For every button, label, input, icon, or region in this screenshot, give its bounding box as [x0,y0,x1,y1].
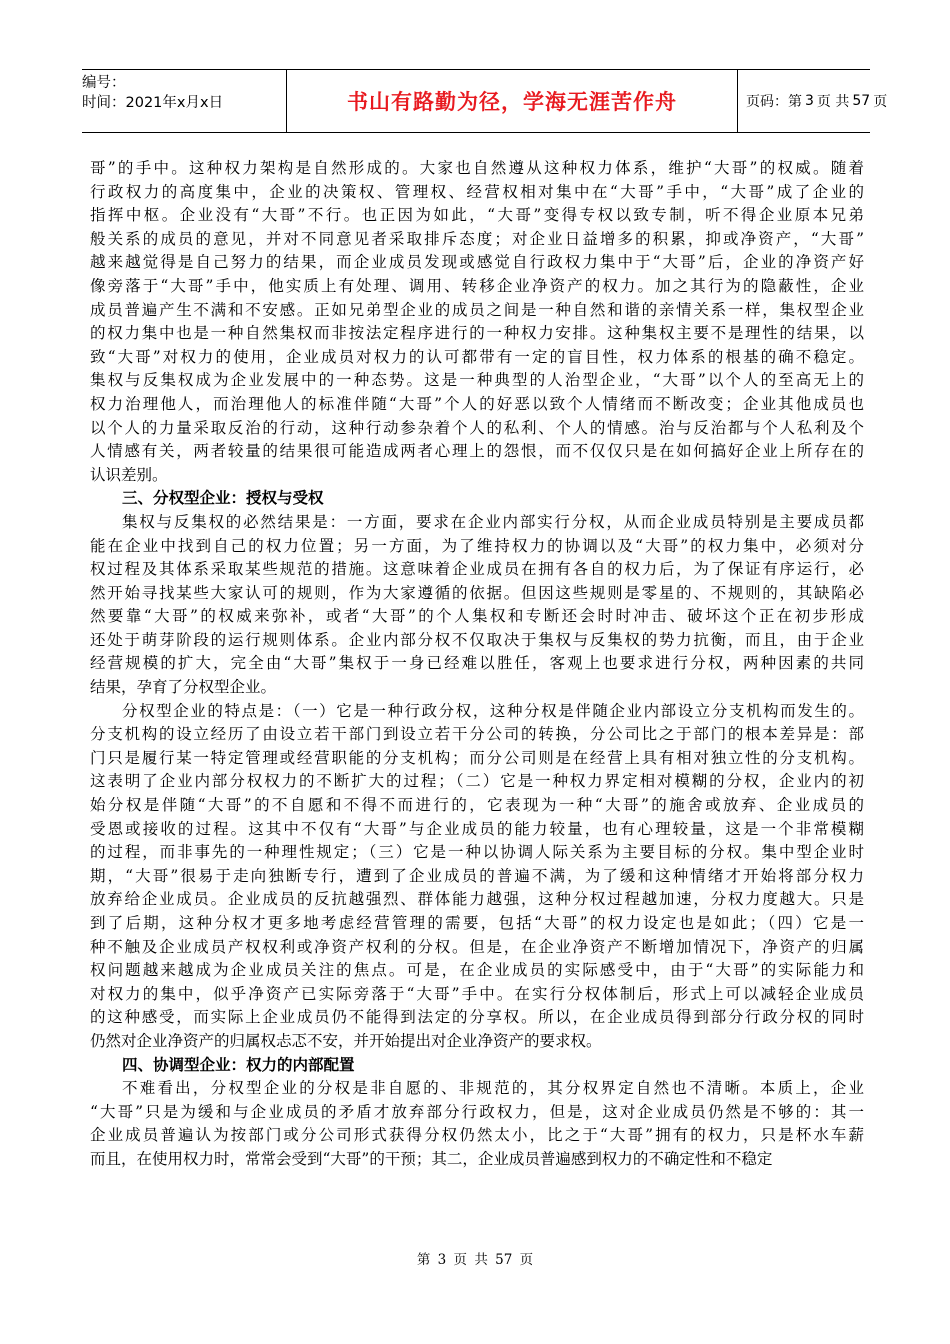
text-line: 权力治理他人，而治理他人的标准伴随“大哥”个人的好恶以致个人情绪而不断改变；企业其他成员也 [90,394,864,413]
text-line: 人情感有关，两者较量的结果很可能造成两者心理上的怨恨，而不仅仅只是在如何搞好企业上所存在的 [90,442,864,461]
text-line: 以个人的力量采取反治的行动，这种行动参杂着个人的私利、个人的情感。治与反治都与个人私利及个 [90,418,864,437]
text-line: 越来越觉得是自己努力的结果，而企业成员发现或感觉自行政权力集中于“大哥”后，企业的净资产好 [90,253,864,272]
text-line: 仍然对企业净资产的归属权忐忑不安，并开始提出对企业净资产的要求权。 [90,1031,602,1050]
text-line: 企业成员普遍认为按部门或分公司形式获得分权仍然太小，比之于“大哥”拥有的权力，只是杯水车薪 [90,1126,864,1145]
text-line: 到了后期，这种分权才更多地考虑经营管理的需要，包括“大哥”的权力设定也是如此；（四）它是一 [90,914,864,932]
text-line: 成员普遍产生不满和不安感。正如兄弟型企业的成员之间是一种自然和谐的亲情关系一样，集权型企业 [90,300,864,319]
text-line: 受恩或接收的过程。这其中不仅有“大哥”与企业成员的能力较量，也有心理较量，这是一个非常模糊 [90,819,864,838]
text-line: 能在企业中找到自己的权力位置；另一方面，为了维持权力的协调以及“大哥”的权力集中，必须对分 [90,536,864,555]
document-date: 时间：2021年x月x日 [82,95,224,111]
header-meta [82,70,286,135]
text-line: 认识差别。 [90,465,168,484]
text-line: 经营规模的扩大，完全由“大哥”集权于一身已经难以胜任，客观上也要求进行分权，两种因素的共同 [90,654,864,673]
header-motto-cell [286,70,738,132]
page-mid-label: 页 共 [816,94,850,110]
page-total: 57 [852,93,871,109]
text-line: 门只是履行某一特定管理或经营职能的分支机构；而分公司则是在经营上具有相对独立性的分支机构。 [90,748,864,767]
text-line: 指挥中枢。企业没有“大哥”不行。也正因为如此，“大哥”变得专权以致专制，听不得企业原本兄弟 [90,206,864,225]
text-line: 行政权力的高度集中，企业的决策权、管理权、经营权相对集中在“大哥”手中，“大哥”成了企业的 [90,182,864,201]
page-current: 3 [805,93,814,109]
text-line: 始分权是伴随“大哥”的不自愿和不得不而进行的，它表现为一种“大哥”的施舍或放弃、企业成员的 [90,796,864,815]
text-line: 对权力的集中，似乎净资产已实际旁落于“大哥”手中。在实行分权体制后，形式上可以减轻企业成员 [90,984,864,1003]
text-line: 致“大哥”对权力的使用，企业成员对权力的认可都带有一定的盲目性，权力体系的根基的确不稳定。 [90,347,864,366]
text-line: 集权与反集权的必然结果是：一方面，要求在企业内部实行分权，从而企业成员特别是主要成员都 [122,512,864,531]
document-body [90,157,864,1172]
text-line: 般关系的成员的意见，并对不同意见者采取排斥态度；对企业日益增多的积累，抑或净资产，“大哥” [90,229,864,248]
header-motto: 书山有路勤为径，学海无涯苦作舟 [347,90,677,114]
paragraph [90,511,864,700]
text-line: 分支机构的设立经历了由设立若干部门到设立若干分公司的转换，分公司比之于部门的根本差异是：部 [90,725,864,744]
document-number: 编号： [82,75,126,91]
text-line: 然要靠“大哥”的权威来弥补，或者“大哥”的个人集权和专断还会时时冲击、破坏这个正在初步形成 [90,607,864,626]
text-line: 的权力集中也是一种自然集权而非按法定程序进行的一种权力安排。这种集权主要不是理性的结果，以 [90,324,864,343]
text-line: 像旁落于“大哥”手中，他实质上有处理、调用、转移企业净资产的权力。加之其行为的隐蔽性，企业 [90,276,864,295]
text-line: 哥”的手中。这种权力架构是自然形成的。大家也自然遵从这种权力体系，维护“大哥”的权威。随着 [90,159,864,177]
text-line: 权问题越来越成为企业成员关注的焦点。可是，在企业成员的实际感受中，由于“大哥”的实际能力和 [90,961,864,980]
header-page-info [738,70,888,132]
text-line: 结果，孕育了分权型企业。 [90,678,277,697]
section-heading: 四、协调型企业：权力的内部配置 [122,1055,355,1074]
paragraph [90,1077,864,1171]
text-line: 而且，在使用权力时，常常会受到“大哥”的干预；其二，企业成员普遍感到权力的不确定性和不稳定 [90,1149,773,1168]
text-line: 放弃给企业成员。企业成员的反抗越强烈、群体能力越强，这种分权过程越加速，分权力度越大。只是 [90,890,864,909]
section-heading: 三、分权型企业：授权与受权 [122,489,324,508]
page-end-label: 页 [873,94,888,110]
paragraph [90,157,864,487]
text-line: 分权型企业的特点是：（一）它是一种行政分权，这种分权是伴随企业内部设立分支机构而发生的。 [122,701,864,720]
text-line: 权过程及其体系采取某些规范的措施。这意味着企业成员在拥有各自的权力后，为了保证有序运行，必 [90,560,864,579]
text-line: 还处于萌芽阶段的运行规则体系。企业内部分权不仅取决于集权与反集权的势力抗衡，而且，由于企业 [90,630,864,649]
text-line: “大哥”只是为缓和与企业成员的矛盾才放弃部分行政权力，但是，这对企业成员仍然是不够的：其一 [90,1102,864,1121]
page-footer: 第 3 页 共 57 页 [416,1252,534,1268]
text-line: 期，“大哥”很易于走向独断专行，遭到了企业成员的普遍不满，为了缓和这种情绪才开始将部分权力 [90,866,864,885]
text-line: 集权与反集权成为企业发展中的一种态势。这是一种典型的人治型企业，“大哥”以个人的至高无上的 [90,371,864,390]
text-line: 不难看出，分权型企业的分权是非自愿的、非规范的，其分权界定自然也不清晰。本质上，企业 [122,1079,864,1098]
text-line: 然开始寻找某些大家认可的规则，作为大家遵循的依据。但因这些规则是零星的、不规则的，其缺陷必 [90,583,864,602]
paragraph [90,700,864,1054]
page-label: 页码：第 [746,94,802,110]
text-line: 这表明了企业内部分权权力的不断扩大的过程；（二）它是一种权力界定相对模糊的分权，企业内的初 [90,772,864,791]
text-line: 种不触及企业成员产权权利或净资产权利的分权。但是，在企业净资产不断增加情况下，净资产的归属 [90,937,864,956]
page-header [82,69,888,133]
text-line: 的过程，而非事先的一种理性规定；（三）它是一种以协调人际关系为主要目标的分权。集中型企业时 [90,843,864,862]
text-line: 的这种感受，而实际上企业成员仍不能得到法定的分享权。所以，在企业成员得到部分行政分权的同时 [90,1008,864,1027]
